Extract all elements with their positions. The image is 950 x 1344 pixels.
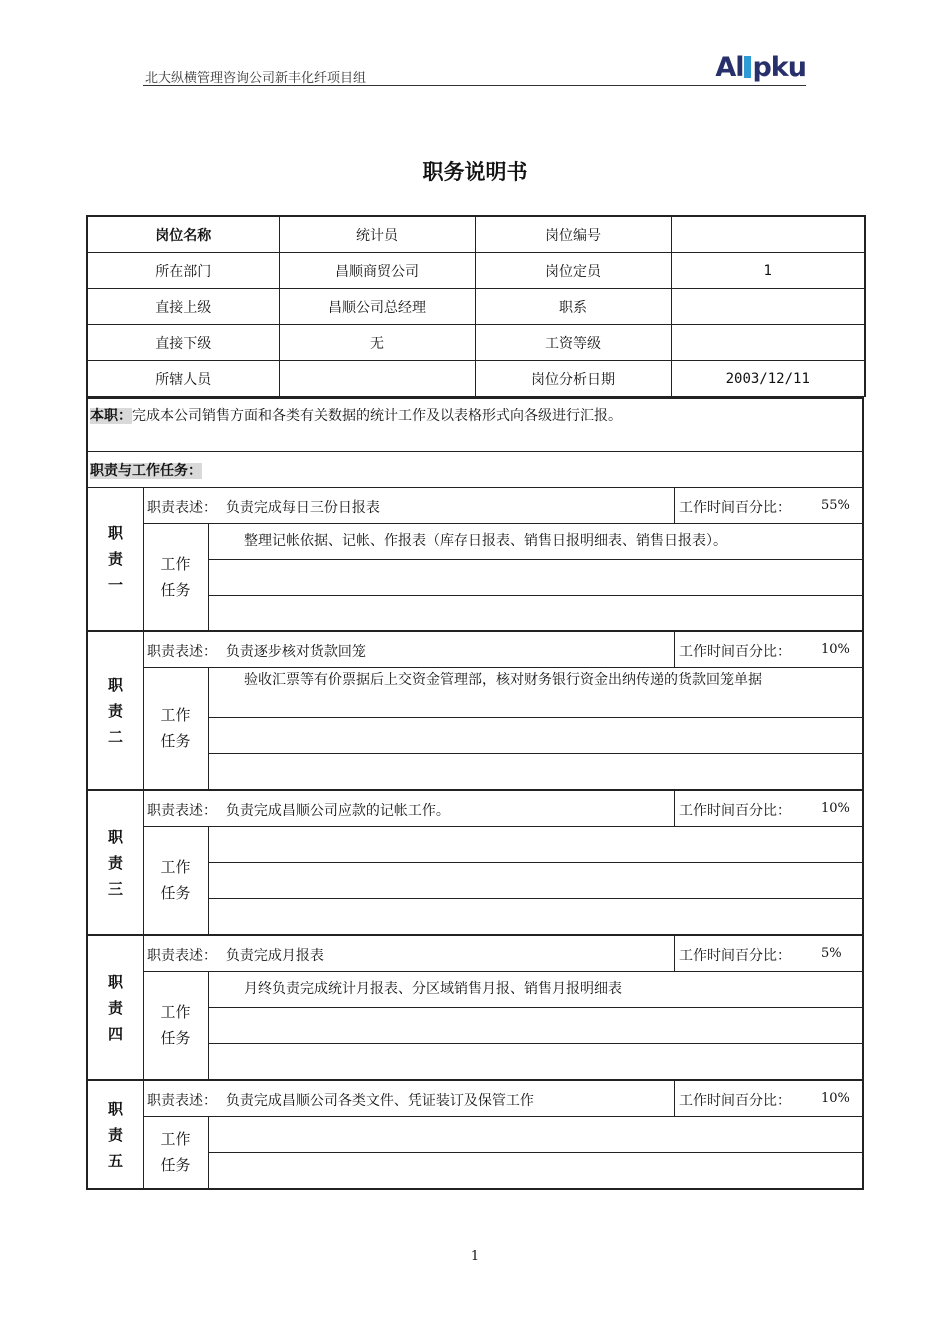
- side-char: 二: [107, 727, 123, 746]
- label-cell: 职系: [475, 289, 671, 325]
- task-label-line: 工作: [160, 1003, 191, 1021]
- task-label-line: 工作: [160, 554, 191, 573]
- time-percent-value: 55%: [821, 498, 850, 513]
- value-cell: [671, 289, 865, 325]
- value-cell: 1: [671, 253, 865, 289]
- duty-side-label: [88, 1081, 144, 1188]
- task-label-line: 任务: [160, 580, 191, 599]
- task-area: [208, 971, 862, 1079]
- document-title: 职务说明书: [422, 160, 528, 184]
- duty-description-row: [143, 632, 862, 668]
- value-cell: 统计员: [279, 216, 475, 253]
- page-number: 1: [470, 1249, 480, 1264]
- duty-description: 职责表述： 负责完成月报表: [147, 948, 324, 964]
- side-char: 责: [107, 550, 123, 568]
- side-char: 职: [107, 827, 123, 846]
- side-char: 职: [107, 675, 123, 694]
- duty-block-4: [86, 936, 864, 1081]
- duty-side-label: [88, 936, 144, 1079]
- time-percent-label: 工作时间百分比：: [679, 803, 791, 819]
- task-area: [208, 523, 862, 630]
- side-char: 三: [107, 879, 123, 898]
- duty-description-row: [143, 936, 862, 972]
- duty-description-row: [143, 1081, 862, 1117]
- duty-side-label: [88, 632, 144, 789]
- duty-description: 职责表述： 负责完成昌顺公司应款的记帐工作。: [147, 803, 450, 819]
- task-area: [208, 1116, 862, 1188]
- time-percent-label: 工作时间百分比：: [679, 1093, 791, 1109]
- value-cell: [671, 216, 865, 253]
- task-label-line: 工作: [160, 1130, 191, 1148]
- time-percent-value: 5%: [821, 946, 842, 961]
- value-cell: [279, 361, 475, 397]
- label-cell: 工资等级: [475, 325, 671, 361]
- label-cell: 所辖人员: [87, 361, 279, 397]
- label-cell: 岗位分析日期: [475, 361, 671, 397]
- task-label-line: 任务: [160, 1029, 191, 1047]
- side-char: 责: [107, 998, 123, 1017]
- task-area: [208, 667, 862, 789]
- time-percent-label: 工作时间百分比：: [679, 644, 791, 660]
- time-percent-cell: [674, 632, 862, 667]
- primary-responsibility-text: 完成本公司销售方面和各类有关数据的统计工作及以表格形式向各级进行汇报。: [132, 408, 622, 424]
- primary-responsibility: [86, 397, 864, 452]
- table-row: [87, 289, 865, 325]
- side-char: 责: [107, 701, 123, 720]
- task-text: 验收汇票等有价票据后上交资金管理部，核对财务银行资金出纳传递的货款回笼单据: [244, 672, 762, 688]
- label-cell: 岗位名称: [87, 216, 279, 253]
- time-percent-value: 10%: [821, 801, 850, 816]
- page-header: [143, 52, 806, 86]
- position-info-table: [86, 215, 866, 397]
- duty-block-5: [86, 1081, 864, 1190]
- value-cell: 无: [279, 325, 475, 361]
- header-org-text: 北大纵横管理咨询公司新丰化纤项目组: [145, 71, 367, 86]
- duty-description: 职责表述： 负责完成每日三份日报表: [147, 500, 380, 516]
- table-row: [87, 361, 865, 397]
- primary-responsibility-label: 本职：: [90, 408, 132, 424]
- task-label: [143, 667, 209, 789]
- time-percent-cell: [674, 1081, 862, 1116]
- duty-description: 职责表述： 负责完成昌顺公司各类文件、凭证装订及保管工作: [147, 1093, 534, 1109]
- time-percent-label: 工作时间百分比：: [679, 500, 791, 516]
- time-percent-cell: [674, 936, 862, 971]
- task-label-line: 工作: [160, 858, 191, 876]
- value-cell: 昌顺商贸公司: [279, 253, 475, 289]
- side-char: 职: [107, 972, 123, 991]
- task-label: [143, 523, 209, 630]
- side-char: 五: [107, 1151, 123, 1170]
- duty-block-3: [86, 791, 864, 936]
- label-cell: 岗位编号: [475, 216, 671, 253]
- task-text: 月终负责完成统计月报表、分区域销售月报、销售月报明细表: [244, 981, 622, 997]
- duty-side-label: [88, 488, 144, 630]
- duty-description-row: [143, 791, 862, 827]
- time-percent-cell: [674, 488, 862, 523]
- label-cell: 岗位定员: [475, 253, 671, 289]
- duty-description-row: [143, 488, 862, 524]
- label-cell: 直接下级: [87, 325, 279, 361]
- value-cell: 昌顺公司总经理: [279, 289, 475, 325]
- task-label-line: 工作: [160, 706, 191, 724]
- task-label: [143, 1116, 209, 1188]
- label-cell: 所在部门: [87, 253, 279, 289]
- duties-section-title: [86, 452, 864, 488]
- task-label-line: 任务: [160, 1156, 191, 1174]
- time-percent-label: 工作时间百分比：: [679, 948, 791, 964]
- time-percent-value: 10%: [821, 642, 850, 657]
- side-char: 责: [107, 1125, 123, 1144]
- side-char: 责: [107, 853, 123, 872]
- table-row: [87, 253, 865, 289]
- label-cell: 直接上级: [87, 289, 279, 325]
- duty-block-2: [86, 632, 864, 791]
- time-percent-cell: [674, 791, 862, 826]
- task-area: [208, 826, 862, 934]
- side-char: 一: [107, 576, 123, 594]
- side-char: 职: [107, 1099, 123, 1118]
- duties-title-label: 职责与工作任务：: [90, 463, 202, 479]
- task-label: [143, 971, 209, 1079]
- side-char: 职: [107, 524, 123, 542]
- value-cell: [671, 325, 865, 361]
- table-row: [87, 325, 865, 361]
- duty-block-1: [86, 488, 864, 632]
- side-char: 四: [107, 1024, 123, 1043]
- duty-side-label: [88, 791, 144, 934]
- value-cell: 2003/12/11: [671, 361, 865, 397]
- time-percent-value: 10%: [821, 1091, 850, 1106]
- task-text: 整理记帐依据、记帐、作报表（库存日报表、销售日报明细表、销售日报表）。: [244, 533, 727, 549]
- duty-description: 职责表述： 负责逐步核对货款回笼: [147, 644, 366, 660]
- task-label-line: 任务: [160, 884, 191, 902]
- table-row: [87, 216, 865, 253]
- company-logo: Al pku: [715, 52, 806, 83]
- task-label: [143, 826, 209, 934]
- task-label-line: 任务: [160, 732, 191, 750]
